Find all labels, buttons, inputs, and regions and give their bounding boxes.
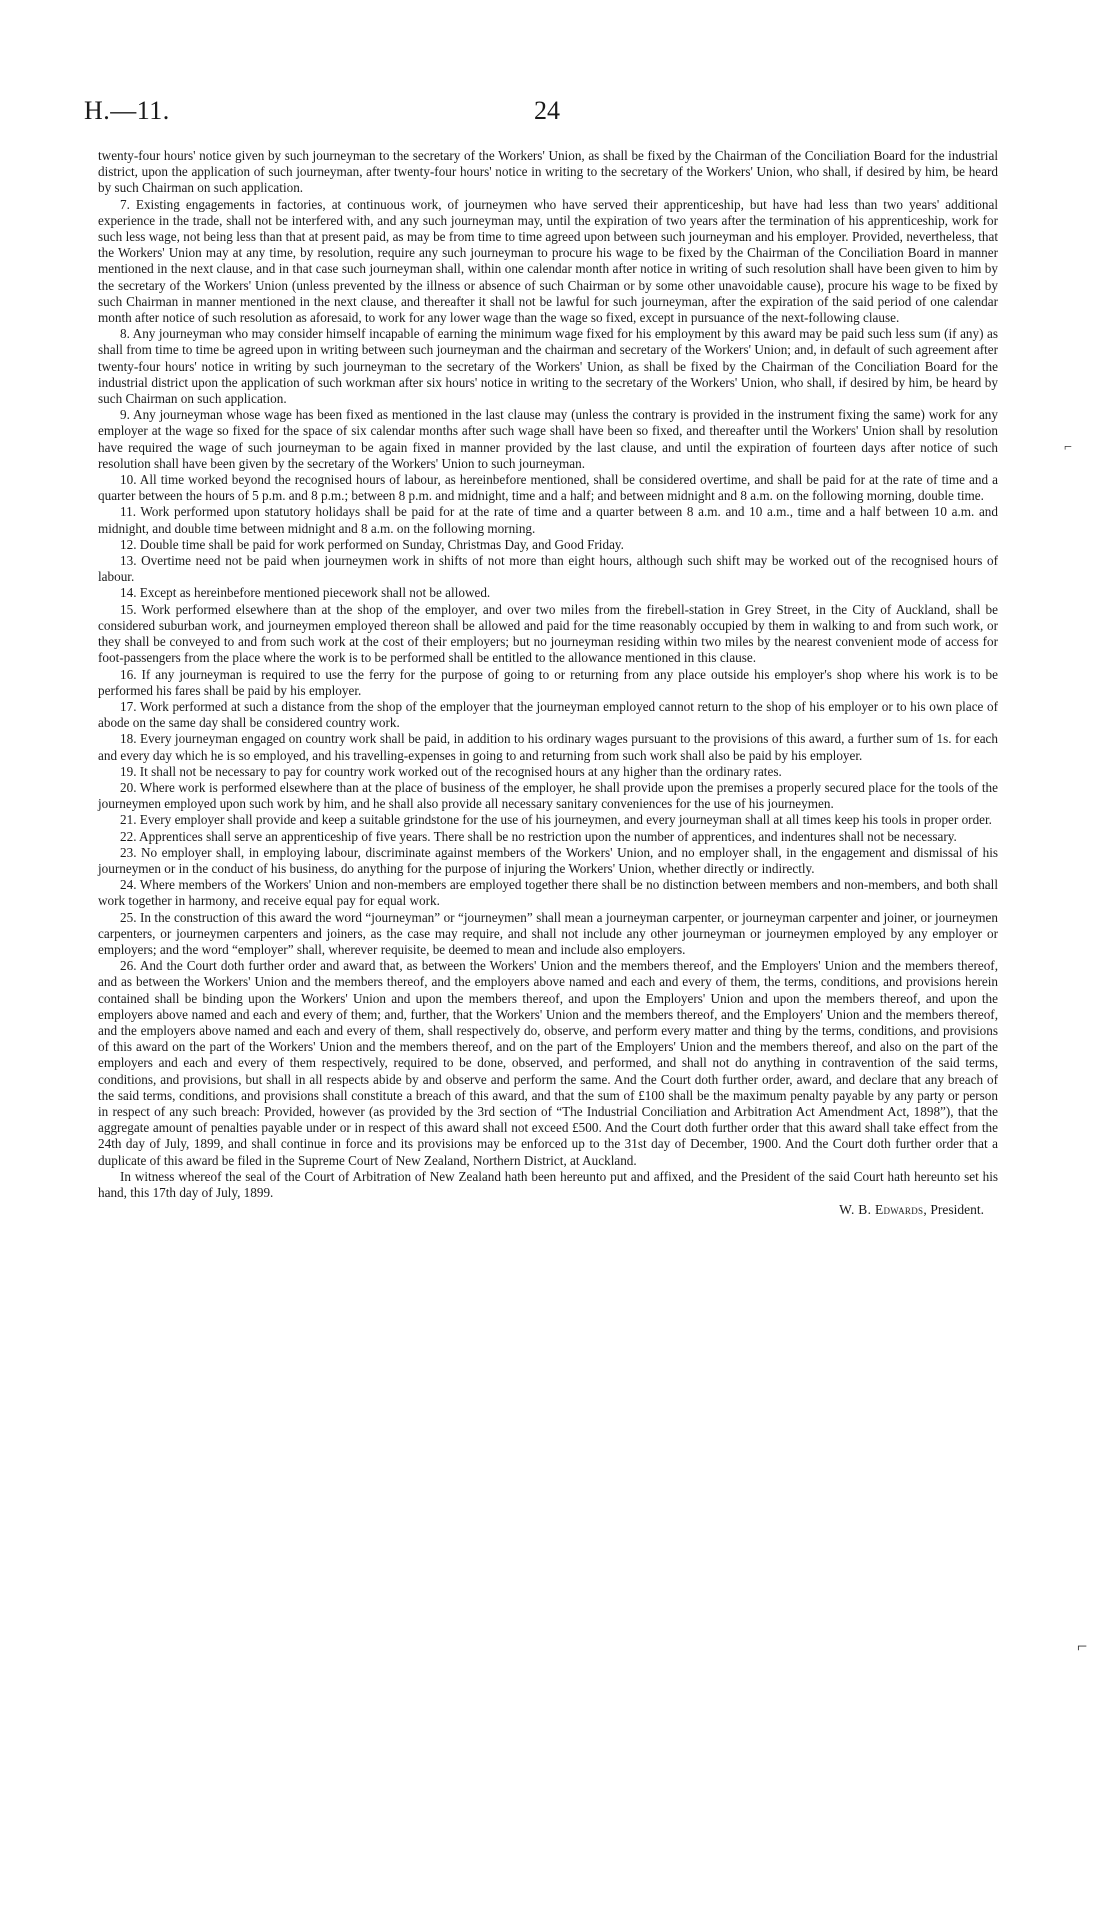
paragraph-continuation: twenty-four hours' notice given by such journeyman to the secretary of the Workers' Union, as shall be fixed by the Chairman of the Conciliation Board for the industrial district, upon the application of such journeyman, after twenty-four hours' notice in writing to the secretary of the Workers' Union, who shall, if desired by him, be heard by such Chairman on such application. (98, 148, 998, 196)
signatory-name: W. B. Edwards, (839, 1202, 927, 1218)
clause-21: 21. Every employer shall provide and keep a suitable grindstone for the use of his journeymen, and every journeyman shall at all times keep his tools in proper order. (120, 812, 992, 828)
signatory-title: President. (930, 1202, 984, 1218)
witness-paragraph: In witness whereof the seal of the Court of Arbitration of New Zealand hath been hereunto put and affixed, and the President of the said Court hath hereunto set his hand, this 17th day of July, 1899. (98, 1168, 998, 1200)
clause-16: 16. If any journeyman is required to use the ferry for the purpose of going to or returning from any place outside his employer's shop where his work is to be performed his fares shall be paid by his employer. (98, 666, 998, 698)
signature-line (98, 1202, 998, 1218)
margin-pen-mark: ⌐ (1077, 1636, 1088, 1656)
clause-7: 7. Existing engagements in factories, at continuous work, of journeymen who have served their apprenticeship, but have had less than two years' additional experience in the trade, shall not be interfered with, and any such journeyman may, until the expiration of two years after the termination of his apprenticeship, work for such less wage, not being less than that at present paid, as may be from time to time agreed upon between such journeyman and his employer. Provided, nevertheless, that the Workers' Union may at any time, by resolution, require any such journeyman to procure his wage to be fixed by the Chairman of the Conciliation Board in manner mentioned in the next clause, and in that case such journeyman shall, within one calendar month after notice in writing of such resolution shall have been given to him by the secretary of the Workers' Union (unless prevented by the illness or absence of such Chairman or by some other unavoidable cause), procure his wage to be fixed by such Chairman in manner mentioned in the next clause, and thereafter it shall not be lawful for such journeyman, after the expiration of the said period of one calendar month after notice of such resolution as aforesaid, to work for any lower wage than the wage so fixed, except in pursuance of the next-following clause. (98, 196, 998, 326)
clause-14: 14. Except as hereinbefore mentioned piecework shall not be allowed. (120, 585, 491, 601)
clause-25: 25. In the construction of this award the word “journeyman” or “journeymen” shall mean a journeyman carpenter, or journeyman carpenter and joiner, or journeymen carpenters, or journeymen carpenters and joiners, as the case may require, and shall not include any other journeyman or journeymen employed by any employer or employers; and the word “employer” shall, wherever requisite, be deemed to mean and include also employers. (98, 909, 998, 957)
clause-12: 12. Double time shall be paid for work performed on Sunday, Christmas Day, and Good Friday. (120, 536, 624, 552)
award-body (98, 148, 998, 1218)
clause-19: 19. It shall not be necessary to pay for country work worked out of the recognised hours at any higher than the ordinary rates. (120, 763, 782, 779)
clause-11: 11. Work performed upon statutory holidays shall be paid for at the rate of time and a quarter between 8 a.m. and 10 a.m., time and a half between 10 a.m. and midnight, and double time between midnight and 8 a.m. on the following morning. (98, 504, 998, 536)
document-reference: H.—11. (84, 96, 170, 125)
clause-23: 23. No employer shall, in employing labour, discriminate against members of the Workers' Union, and no employer shall, in the engagement and dismissal of his journeymen or in the conduct of his business, do anything for the purpose of injuring the Workers' Union, whether directly or indirectly. (98, 844, 998, 876)
page-header (84, 96, 1004, 130)
clause-10: 10. All time worked beyond the recognised hours of labour, as hereinbefore mentioned, shall be considered overtime, and shall be paid for at the rate of time and a quarter between the hours of 5 p.m. and 8 p.m.; between 8 p.m. and midnight, time and a half; and between midnight and 8 a.m. on the following morning, double time. (98, 472, 998, 504)
clause-22: 22. Apprentices shall serve an apprenticeship of five years. There shall be no restriction upon the number of apprentices, and indentures shall not be necessary. (120, 828, 957, 844)
clause-18: 18. Every journeyman engaged on country work shall be paid, in addition to his ordinary wages pursuant to the provisions of this award, a further sum of 1s. for each and every day which he is so employed, and his travelling-expenses in going to and returning from such work shall also be paid by his employer. (98, 731, 998, 763)
page-number: 24 (534, 96, 560, 125)
clause-15: 15. Work performed elsewhere than at the shop of the employer, and over two miles from the firebell-station in Grey Street, in the City of Auckland, shall be considered suburban work, and journeymen employed thereon shall be allowed and paid for the time reasonably occupied by them in walking to and from such work, or they shall be conveyed to and from such work at the cost of their employers; but no journeyman residing within two miles by the nearest convenient mode of access for foot-passengers from the place where the work is to be performed shall be entitled to the allowance mentioned in this clause. (98, 601, 998, 666)
clause-24: 24. Where members of the Workers' Union and non-members are employed together there shall be no distinction between members and non-members, and both shall work together in harmony, and receive equal pay for equal work. (98, 877, 998, 909)
clause-26: 26. And the Court doth further order and award that, as between the Workers' Union and the members thereof, and the Employers' Union and the members thereof, and as between the Workers' Union and the members thereof, and the employers above named and each and every of them, the terms, conditions, and provisions herein contained shall be binding upon the Workers' Union and upon the members thereof, and upon the Employers' Union and upon the members thereof, and upon the employers above named and each and every of them; and, further, that the Workers' Union and the members thereof, and the Employers' Union and the members thereof, and the employers above named and each and every of them, shall respectively do, observe, and perform every matter and thing by the terms, conditions, and provisions of this award on the part of the Workers' Union and the members thereof, and on the part of the Employers' Union and the members thereof, and also on the part of the employers and each and every of them respectively, required to be done, observed, and performed, and shall not do anything in contravention of the said terms, conditions, and provisions, but shall in all respects abide by and observe and perform the same. And the Court doth further order, award, and declare that any breach of the said terms, conditions, and provisions shall constitute a breach of this award, and that the sum of £100 shall be the maximum penalty payable by any party or person in respect of any such breach: Provided, however (as provided by the 3rd section of “The Industrial Conciliation and Arbitration Act Amendment Act, 1898”), that the aggregate amount of penalties payable under or in respect of this award shall not exceed £500. And the Court doth further order that this award shall take effect from the 24th day of July, 1899, and shall continue in force and its provisions may be enforced up to the 31st day of December, 1900. And the Court doth further order that a duplicate of this award be filed in the Supreme Court of New Zealand, Northern District, at Auckland. (98, 958, 998, 1168)
clause-8: 8. Any journeyman who may consider himself incapable of earning the minimum wage fixed for his employment by this award may be paid such less sum (if any) as shall from time to time be agreed upon in writing between such journeyman and the chairman and secretary of the Workers' Union; and, in default of such agreement after twenty-four hours' notice in writing by such journeyman to the secretary of the Workers' Union, as shall be fixed by the Chairman of the Conciliation Board for the industrial district upon the application of such workman after six hours' notice in writing to the secretary of the Workers' Union, who shall, if desired by him, be heard by such Chairman on such application. (98, 326, 998, 407)
clause-17: 17. Work performed at such a distance from the shop of the employer that the journeyman employed cannot return to the shop of his employer or to his own place of abode on the same day shall be considered country work. (98, 698, 998, 731)
clause-20: 20. Where work is performed elsewhere than at the place of business of the employer, he shall provide upon the premises a properly secured place for the tools of the journeymen employed upon such work by him, and he shall also provide all necessary sanitary conveniences for the use of his journeymen. (98, 779, 998, 812)
clause-13: 13. Overtime need not be paid when journeymen work in shifts of not more than eight hours, although such shift may be worked out of the recognised hours of labour. (98, 553, 998, 585)
margin-tick-mark: ⌐ (1064, 440, 1072, 455)
clause-9: 9. Any journeyman whose wage has been fixed as mentioned in the last clause may (unless the contrary is provided in the instrument fixing the same) work for any employer at the wage so fixed for the space of six calendar months after such wage shall have been so fixed, and thereafter until the Workers' Union shall by resolution have required the wage of such journeyman to be again fixed in manner provided by the last clause, and until the expiration of fourteen days after notice of such resolution shall have been given by the secretary of the Workers' Union to such journeyman. (98, 407, 998, 471)
